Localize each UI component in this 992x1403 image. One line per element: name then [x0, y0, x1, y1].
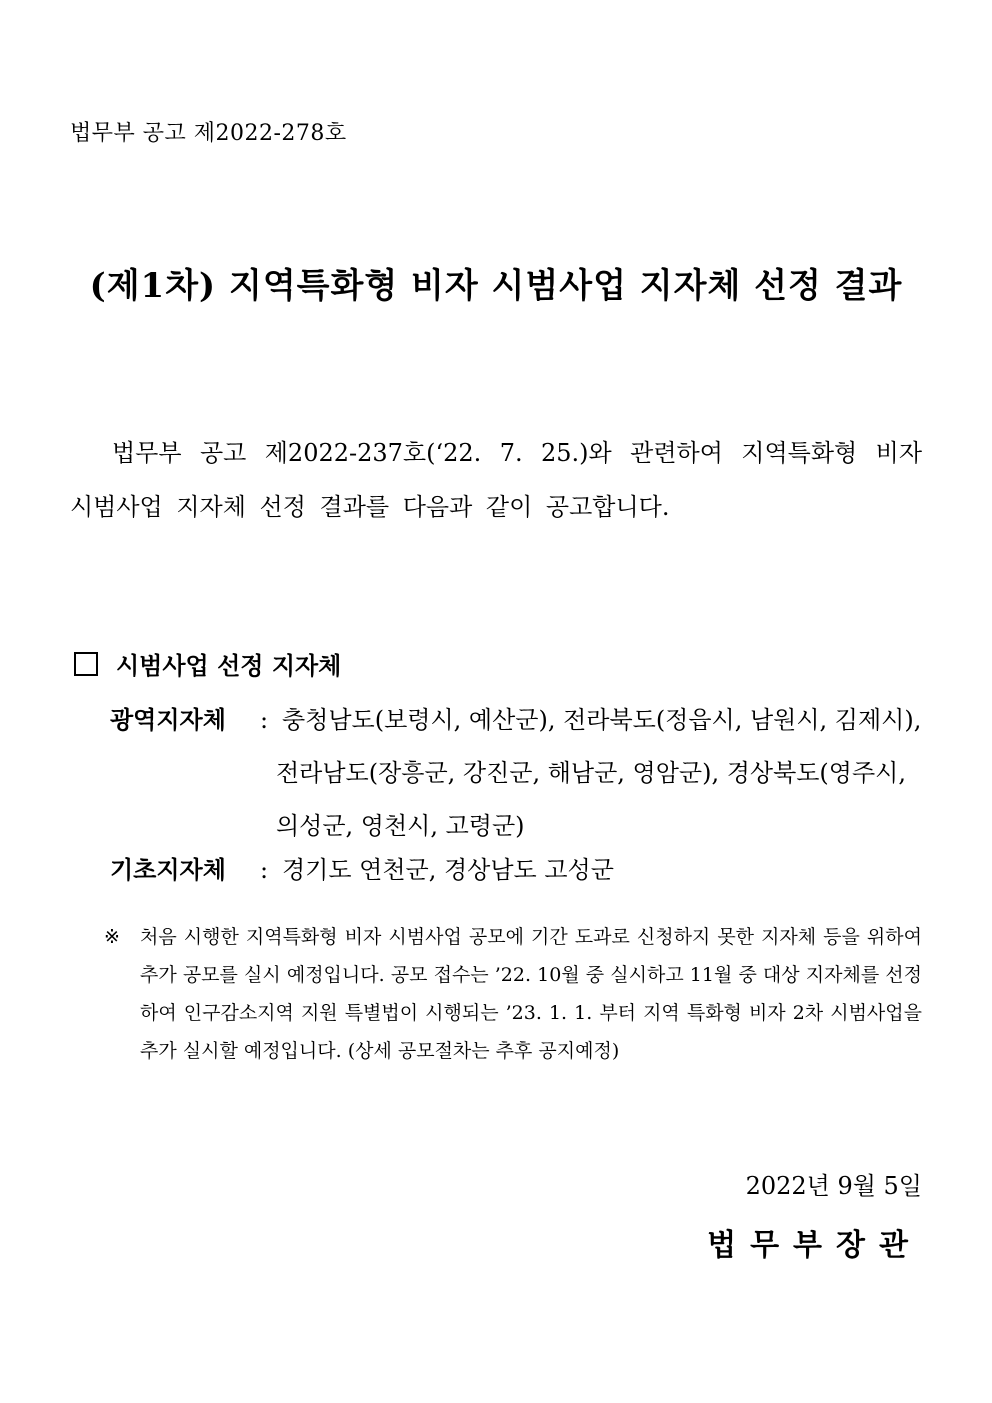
intro-line-1: 법무부 공고 제2022-237호(‘22. 7. 25.)와 관련하여 지역특화형 비자: [112, 439, 922, 467]
note-block: [104, 918, 922, 1070]
metro-row: [110, 700, 921, 735]
basic-colon: :: [260, 856, 269, 884]
checkbox-icon: [74, 652, 98, 676]
section-heading: [74, 646, 341, 681]
metro-line-3: 의성군, 영천시, 고령군): [276, 812, 525, 840]
notice-number: 법무부 공고 제2022-278호: [70, 121, 347, 146]
basic-label: 기초지자체: [110, 855, 226, 884]
metro-label: 광역지자체: [110, 705, 226, 734]
metro-colon: :: [260, 706, 269, 734]
section-heading-text: 시범사업 선정 지자체: [116, 651, 342, 680]
note-text: 처음 시행한 지역특화형 비자 시범사업 공모에 기간 도과로 신청하지 못한 지자체 등을 위하여 추가 공모를 실시 예정입니다. 공모 접수는 ’22. 10월 중 실시하고 11월 중 대상 지자체를 선정하여 인구감소지역 지원 특별법이 시행되는 ’23. 1. 1. 부터 지역 특화형 비자 2차 시범사업을 추가 실시할 예정입니다. (상세 공모절차는 추후 공지예정): [140, 926, 922, 1062]
intro-line-2: 시범사업 지자체 선정 결과를 다음과 같이 공고합니다.: [70, 493, 670, 521]
note-mark: ※: [104, 926, 120, 948]
metro-line-2: 전라남도(장흥군, 강진군, 해남군, 영암군), 경상북도(영주시,: [276, 759, 906, 787]
metro-line-1: 충청남도(보령시, 예산군), 전라북도(정읍시, 남원시, 김제시),: [282, 706, 922, 734]
signer-title: 법무부장관: [707, 1228, 922, 1263]
document-title: (제1차) 지역특화형 비자 시범사업 지자체 선정 결과: [89, 266, 903, 306]
intro-paragraph: [70, 426, 922, 534]
basic-row: [110, 850, 614, 885]
basic-text: 경기도 연천군, 경상남도 고성군: [282, 856, 614, 884]
issue-date: 2022년 9월 5일: [745, 1172, 922, 1200]
